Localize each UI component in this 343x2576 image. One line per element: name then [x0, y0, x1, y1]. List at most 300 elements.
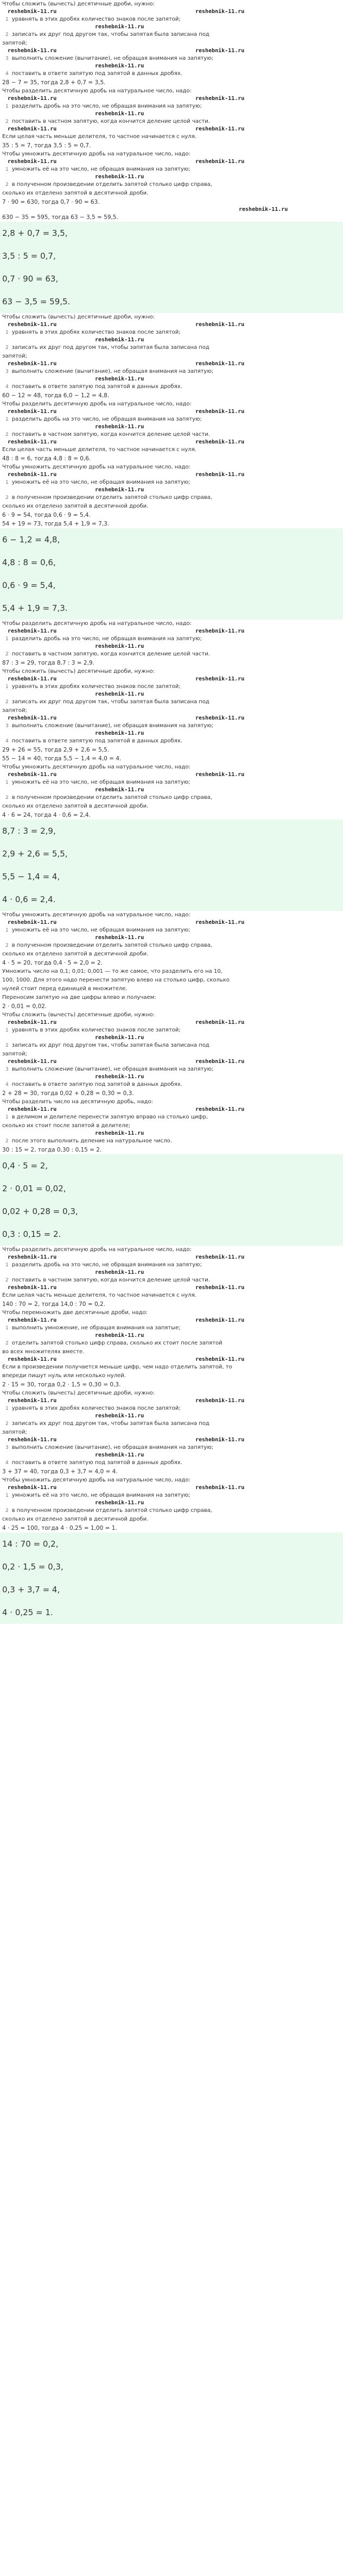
- watermark-text: reshebnik-11.ru: [8, 472, 57, 478]
- line-text: Чтобы разделить число на десятичную дробь, надо:: [2, 1099, 153, 1105]
- watermark-text: reshebnik-11.ru: [95, 691, 144, 697]
- watermark-row: [0, 322, 343, 328]
- line-text: Чтобы разделить десятичную дробь на натуральное число, надо:: [2, 401, 192, 407]
- line-text: 0,3 + 3,7 = 4,: [2, 1585, 60, 1595]
- line-text: Чтобы разделить десятичную дробь на натуральное число, надо:: [2, 621, 192, 627]
- rule-step: [0, 415, 343, 424]
- watermark-text: reshebnik-11.ru: [8, 96, 57, 102]
- watermark-text: reshebnik-11.ru: [8, 361, 57, 367]
- watermark-text: reshebnik-11.ru: [8, 126, 57, 132]
- watermark-text: reshebnik-11.ru: [8, 1020, 57, 1026]
- watermark-row: [0, 935, 343, 941]
- step-number: 1: [5, 417, 9, 422]
- watermark-row: [0, 1413, 343, 1420]
- line-text: сколько их отделено запятой в десятичной дроби.: [2, 951, 149, 957]
- equation-line: [0, 511, 343, 520]
- watermark-text: reshebnik-11.ru: [8, 1254, 57, 1260]
- line-text: выполнить сложение (вычитание), не обращая внимания на запятую;: [11, 55, 214, 61]
- step-number: 2: [5, 182, 9, 187]
- watermark-row: [0, 487, 343, 493]
- line-text: 28 − 7 = 35, тогда 2,8 + 0,7 = 3,5.: [2, 79, 106, 86]
- rule-step: [0, 650, 343, 659]
- watermark-row: [0, 1270, 343, 1276]
- line-text: разделить дробь на это число, не обращая внимания на запятую;: [11, 416, 202, 422]
- watermark-text: reshebnik-11.ru: [195, 1398, 245, 1404]
- rule-step: [0, 1491, 343, 1500]
- line-text: Чтобы сложить (вычесть) десятичные дроби, нужно:: [2, 668, 155, 674]
- line-text: Переносим запятую на две цифры влево и получаем:: [2, 995, 156, 1001]
- watermark-text: reshebnik-11.ru: [8, 1485, 57, 1491]
- rule-step: [0, 1080, 343, 1089]
- line-text: Чтобы разделить десятичную дробь на натуральное число, надо:: [2, 1247, 192, 1253]
- line-text: выполнить сложение (вычитание), не обращая внимания на запятую;: [11, 1066, 214, 1072]
- rule-text: [0, 1515, 343, 1524]
- watermark-row: [0, 676, 343, 683]
- watermark-text: reshebnik-11.ru: [95, 24, 144, 30]
- line-text: отделить запятой столько цифр справа, сколько их стоит после запятой: [11, 1340, 223, 1346]
- watermark-row: [0, 787, 343, 793]
- line-text: сколько их стоит после запятой в делителе;: [2, 1123, 131, 1129]
- line-text: 3,5 : 5 = 0,7,: [2, 251, 56, 261]
- rule-text: [0, 967, 343, 976]
- line-text: 140 : 70 = 2, тогда 14,0 : 70 = 0,2.: [2, 1301, 105, 1308]
- step-number: 1: [5, 1406, 9, 1411]
- rule-text: [0, 1428, 343, 1437]
- watermark-row: [0, 24, 343, 30]
- rule-text: [0, 976, 343, 985]
- watermark-text: reshebnik-11.ru: [8, 1317, 57, 1323]
- line-text: записать их друг под другом так, чтобы запятая была записана под: [11, 345, 209, 351]
- watermark-text: reshebnik-11.ru: [8, 1356, 57, 1362]
- watermark-row: [0, 691, 343, 698]
- rule-text: [0, 1011, 343, 1020]
- line-text: 2 · 0,01 = 0,02,: [2, 1184, 66, 1193]
- line-text: 63 − 3,5 = 59,5.: [2, 297, 71, 307]
- line-text: 14 : 70 = 0,2,: [2, 1539, 59, 1549]
- rule-text: [0, 1363, 343, 1372]
- watermark-text: reshebnik-11.ru: [8, 920, 57, 926]
- line-text: сколько их отделено запятой в десятичной дроби.: [2, 190, 149, 196]
- watermark-text: reshebnik-11.ru: [95, 643, 144, 649]
- rule-step: [0, 1065, 343, 1074]
- answer-line: [0, 820, 343, 842]
- watermark-row: [0, 1106, 343, 1113]
- answer-line: [0, 290, 343, 313]
- answer-line: [0, 1154, 343, 1177]
- watermark-text: reshebnik-11.ru: [95, 1333, 144, 1339]
- rule-text: [0, 763, 343, 772]
- equation-line: [0, 959, 343, 967]
- line-text: умножить её на это число, не обращая внимания на запятую;: [11, 927, 190, 933]
- equation-line: [0, 811, 343, 820]
- step-number: 1: [5, 780, 9, 785]
- watermark-text: reshebnik-11.ru: [8, 409, 57, 415]
- watermark-row: [0, 159, 343, 165]
- line-text: умножить её на это число, не обращая внимания на запятую;: [11, 779, 190, 785]
- watermark-text: reshebnik-11.ru: [195, 1485, 245, 1491]
- watermark-row: [0, 715, 343, 722]
- rule-text: [0, 0, 343, 9]
- rule-step: [0, 778, 343, 787]
- watermark-text: reshebnik-11.ru: [195, 1106, 245, 1112]
- line-text: 60 − 12 = 48, тогда 6,0 − 1,2 = 4,8.: [2, 392, 110, 399]
- line-text: выполнить умножение, не обращая внимания на запятые;: [11, 1325, 181, 1331]
- line-text: Чтобы сложить (вычесть) десятичные дроби, нужно:: [2, 1, 155, 7]
- line-text: уравнять в этих дробях количество знаков после запятой;: [11, 16, 181, 22]
- rule-step: [0, 1443, 343, 1452]
- watermark-text: reshebnik-11.ru: [195, 322, 245, 328]
- rule-step: [0, 343, 343, 352]
- watermark-text: reshebnik-11.ru: [95, 1074, 144, 1080]
- line-text: 55 − 14 = 40, тогда 5,5 − 1,4 = 4,0 = 4.: [2, 755, 122, 762]
- equation-line: [0, 1467, 343, 1476]
- line-text: 0,02 + 0,28 = 0,3,: [2, 1206, 78, 1216]
- rule-text: [0, 620, 343, 628]
- rule-text: [0, 950, 343, 959]
- step-number: 2: [5, 495, 9, 501]
- rule-text: [0, 1348, 343, 1356]
- watermark-text: reshebnik-11.ru: [8, 715, 57, 721]
- line-text: поставить в ответе запятую под запятой в данных дробях.: [11, 1460, 182, 1466]
- line-text: поставить в частном запятую, когда кончится деление целой части.: [11, 432, 210, 437]
- equation-line: [0, 1524, 343, 1533]
- line-text: 2 + 28 = 30, тогда 0,02 + 0,28 = 0,30 = 0,3.: [2, 1090, 134, 1097]
- line-text: поставить в частном запятую, когда кончится деление целой части.: [11, 651, 210, 657]
- equation-line: [0, 659, 343, 667]
- rule-text: [0, 1246, 343, 1254]
- watermark-row: [0, 1485, 343, 1491]
- watermark-text: reshebnik-11.ru: [195, 9, 245, 15]
- equation-line: [0, 746, 343, 754]
- step-number: 3: [5, 56, 9, 61]
- rule-step: [0, 430, 343, 439]
- watermark-row: [0, 1317, 343, 1324]
- line-text: Умножить число на 0,1; 0,01; 0,001 — то же самое, что разделить его на 10,: [2, 968, 223, 974]
- watermark-row: [0, 111, 343, 117]
- rule-step: [0, 1026, 343, 1035]
- watermark-text: reshebnik-11.ru: [195, 715, 245, 721]
- rule-text: [0, 1050, 343, 1059]
- step-number: 2: [5, 1139, 9, 1144]
- line-text: уравнять в этих дробях количество знаков после запятой;: [11, 1405, 181, 1411]
- watermark-text: reshebnik-11.ru: [195, 1285, 245, 1291]
- watermark-row: [0, 772, 343, 778]
- line-text: Чтобы перемножить две десятичные дроби, надо:: [2, 1310, 148, 1316]
- equation-line: [0, 1300, 343, 1309]
- step-number: 1: [5, 1262, 9, 1268]
- rule-step: [0, 1404, 343, 1413]
- watermark-text: reshebnik-11.ru: [195, 96, 245, 102]
- line-text: 6 − 1,2 = 4,8,: [2, 535, 60, 545]
- rule-step: [0, 478, 343, 487]
- line-text: 4 · 0,25 = 1.: [2, 1608, 53, 1617]
- answer-line: [0, 1555, 343, 1578]
- line-text: записать их друг под другом так, чтобы запятая была записана под: [11, 32, 209, 37]
- watermark-row: [0, 1074, 343, 1080]
- watermark-text: reshebnik-11.ru: [195, 472, 245, 478]
- line-text: Если целая часть меньше делителя, то частное начинается с нуля.: [2, 447, 196, 453]
- line-text: разделить дробь на это число, не обращая внимания на запятую;: [11, 103, 202, 109]
- answer-line: [0, 528, 343, 551]
- equation-line: [0, 520, 343, 528]
- line-text: выполнить сложение (вычитание), не обращая внимания на запятую;: [11, 368, 214, 374]
- watermark-row: [0, 409, 343, 415]
- step-number: 4: [5, 1460, 9, 1466]
- step-number: 2: [5, 1508, 9, 1514]
- rule-text: [0, 1476, 343, 1485]
- step-number: 2: [5, 1278, 9, 1283]
- line-text: запятой;: [2, 1051, 27, 1057]
- rule-step: [0, 1137, 343, 1146]
- watermark-text: reshebnik-11.ru: [95, 1452, 144, 1458]
- line-text: 6 · 9 = 54, тогда 0,6 · 9 = 5,4.: [2, 512, 91, 518]
- rule-text: [0, 39, 343, 48]
- rule-step: [0, 683, 343, 691]
- equation-line: [0, 1146, 343, 1154]
- line-text: в полученном произведении отделить запятой столько цифр справа,: [11, 1508, 212, 1514]
- line-text: 4 · 6 = 24, тогда 4 · 0,6 = 2,4.: [2, 812, 91, 818]
- line-text: Если целая часть меньше делителя, то частное начинается с нуля.: [2, 134, 196, 140]
- equation-line: [0, 1089, 343, 1098]
- watermark-text: reshebnik-11.ru: [195, 439, 245, 445]
- step-number: 1: [5, 1493, 9, 1498]
- watermark-text: reshebnik-11.ru: [8, 772, 57, 778]
- rule-step: [0, 1261, 343, 1270]
- watermark-text: reshebnik-11.ru: [8, 159, 57, 165]
- line-text: 2,9 + 2,6 = 5,5,: [2, 849, 68, 859]
- watermark-text: reshebnik-11.ru: [195, 1059, 245, 1065]
- rule-step: [0, 635, 343, 643]
- rule-text: [0, 400, 343, 409]
- watermark-text: reshebnik-11.ru: [95, 1270, 144, 1276]
- line-text: 48 : 8 = 6, тогда 4,8 : 8 = 0,6.: [2, 455, 91, 462]
- watermark-text: reshebnik-11.ru: [95, 935, 144, 941]
- watermark-text: reshebnik-11.ru: [195, 361, 245, 367]
- watermark-text: reshebnik-11.ru: [195, 920, 245, 926]
- line-text: 630 − 35 = 595, тогда 63 − 3,5 = 59,5.: [2, 214, 118, 221]
- rule-text: [0, 1291, 343, 1300]
- watermark-row: [0, 1500, 343, 1506]
- rule-text: [0, 150, 343, 159]
- rule-step: [0, 737, 343, 746]
- line-text: разделить дробь на это число, не обращая внимания на запятую;: [11, 1262, 202, 1268]
- watermark-row: [0, 628, 343, 635]
- watermark-row: [0, 337, 343, 343]
- step-number: 3: [5, 1445, 9, 1450]
- line-text: сколько их отделено запятой в десятичной дроби.: [2, 1516, 149, 1522]
- line-text: 29 + 26 = 55, тогда 2,9 + 2,6 = 5,5.: [2, 747, 110, 753]
- line-text: поставить в частном запятую, когда кончится деление целой части.: [11, 118, 210, 124]
- step-number: 1: [5, 1325, 9, 1331]
- step-number: 4: [5, 71, 9, 77]
- rule-step: [0, 941, 343, 950]
- step-number: 2: [5, 119, 9, 124]
- watermark-row: [0, 1356, 343, 1363]
- watermark-text: reshebnik-11.ru: [195, 1437, 245, 1443]
- watermark-text: reshebnik-11.ru: [195, 1020, 245, 1026]
- watermark-text: reshebnik-11.ru: [95, 787, 144, 793]
- watermark-text: reshebnik-11.ru: [8, 48, 57, 54]
- step-number: 1: [5, 1028, 9, 1033]
- rule-step: [0, 30, 343, 39]
- answer-line: [0, 1177, 343, 1200]
- line-text: Чтобы сложить (вычесть) десятичные дроби, нужно:: [2, 314, 155, 320]
- watermark-text: reshebnik-11.ru: [195, 676, 245, 682]
- rule-text: [0, 802, 343, 811]
- watermark-row: [0, 361, 343, 367]
- rule-text: [0, 502, 343, 511]
- answer-line: [0, 1601, 343, 1624]
- step-number: 1: [5, 636, 9, 642]
- line-text: 54 + 19 = 73, тогда 5,4 + 1,9 = 7,3.: [2, 521, 110, 527]
- watermark-row: [0, 424, 343, 430]
- step-number: 4: [5, 739, 9, 744]
- step-number: 2: [5, 345, 9, 351]
- line-text: 87 : 3 = 29, тогда 8,7 : 3 = 2,9.: [2, 660, 94, 666]
- line-text: 4 · 5 = 20, тогда 0,4 · 5 = 2,0 = 2.: [2, 960, 103, 966]
- watermark-text: reshebnik-11.ru: [195, 126, 245, 132]
- watermark-row: [0, 920, 343, 926]
- rule-step: [0, 383, 343, 391]
- step-number: 1: [5, 104, 9, 109]
- watermark-text: reshebnik-11.ru: [195, 1317, 245, 1323]
- rule-step: [0, 1506, 343, 1515]
- line-text: 0,2 · 1,5 = 0,3,: [2, 1562, 63, 1572]
- answer-line: [0, 597, 343, 620]
- rule-step: [0, 1459, 343, 1467]
- line-text: в полученном произведении отделить запятой столько цифр справа,: [11, 182, 212, 187]
- line-text: во всех множителях вместе.: [2, 1349, 85, 1355]
- rule-step: [0, 722, 343, 730]
- step-number: 1: [5, 684, 9, 690]
- answer-line: [0, 1533, 343, 1555]
- equation-line: [0, 141, 343, 150]
- watermark-text: reshebnik-11.ru: [95, 174, 144, 180]
- rule-step: [0, 1324, 343, 1333]
- line-text: поставить в ответе запятую под запятой в данных дробях.: [11, 384, 182, 390]
- answer-line: [0, 222, 343, 245]
- line-text: запятой;: [2, 1429, 27, 1435]
- line-text: 4 · 0,6 = 2,4.: [2, 895, 56, 904]
- watermark-text: reshebnik-11.ru: [95, 424, 144, 430]
- watermark-row: [0, 9, 343, 15]
- line-text: записать их друг под другом так, чтобы запятая была записана под: [11, 699, 209, 705]
- watermark-row: [0, 1035, 343, 1041]
- line-text: в полученном произведении отделить запятой столько цифр справа,: [11, 495, 212, 501]
- step-number: 2: [5, 1043, 9, 1048]
- watermark-row: [0, 1020, 343, 1026]
- line-text: 0,4 · 5 = 2,: [2, 1161, 48, 1171]
- line-text: уравнять в этих дробях количество знаков после запятой;: [11, 1027, 181, 1033]
- step-number: 1: [5, 17, 9, 22]
- watermark-text: reshebnik-11.ru: [8, 676, 57, 682]
- equation-line: [0, 754, 343, 763]
- line-text: Чтобы сложить (вычесть) десятичные дроби, нужно:: [2, 1390, 155, 1396]
- watermark-text: reshebnik-11.ru: [8, 439, 57, 445]
- line-text: 0,6 · 9 = 5,4,: [2, 580, 56, 590]
- rule-step: [0, 1339, 343, 1348]
- equation-line: [0, 213, 343, 222]
- line-text: 100, 1000. Для этого надо перенести запятую влево на столько цифр, сколько: [2, 977, 230, 983]
- line-text: умножить её на это число, не обращая внимания на запятую;: [11, 1492, 190, 1498]
- line-text: записать их друг под другом так, чтобы запятая была записана под: [11, 1421, 209, 1427]
- line-text: 5,5 − 1,4 = 4,: [2, 872, 60, 881]
- answer-line: [0, 1200, 343, 1223]
- line-text: поставить в частном запятую, когда кончится деление целой части.: [11, 1277, 210, 1283]
- line-text: Чтобы сложить (вычесть) десятичные дроби, нужно:: [2, 1012, 155, 1018]
- equation-line: [0, 454, 343, 463]
- rule-step: [0, 328, 343, 337]
- watermark-text: reshebnik-11.ru: [8, 1059, 57, 1065]
- rule-text: [0, 1372, 343, 1380]
- watermark-text: reshebnik-11.ru: [95, 63, 144, 69]
- line-text: сколько их отделено запятой в десятичной дроби.: [2, 803, 149, 809]
- rule-step: [0, 698, 343, 706]
- line-text: выполнить сложение (вычитание), не обращая внимания на запятую;: [11, 723, 214, 729]
- watermark-text: reshebnik-11.ru: [195, 1254, 245, 1260]
- line-text: 4 · 25 = 100, тогда 4 · 0,25 = 1,00 = 1.: [2, 1525, 117, 1531]
- watermark-row: [0, 439, 343, 446]
- answer-line: [0, 1223, 343, 1246]
- watermark-row: [0, 96, 343, 102]
- line-text: 30 : 15 = 2, тогда 0,30 : 0,15 = 2.: [2, 1147, 102, 1153]
- line-text: в полученном произведении отделить запятой столько цифр справа,: [11, 795, 212, 801]
- step-number: 2: [5, 1421, 9, 1427]
- rule-step: [0, 1276, 343, 1285]
- rule-text: [0, 993, 343, 1002]
- answer-line: [0, 1578, 343, 1601]
- line-text: разделить дробь на это число, не обращая внимания на запятую;: [11, 636, 202, 642]
- watermark-row: [0, 174, 343, 180]
- rule-text: [0, 667, 343, 676]
- watermark-text: reshebnik-11.ru: [8, 1437, 57, 1443]
- step-number: 1: [5, 330, 9, 335]
- line-text: Чтобы умножить десятичную дробь на натуральное число, надо:: [2, 151, 190, 157]
- line-text: 5,4 + 1,9 = 7,3.: [2, 603, 68, 613]
- rule-step: [0, 493, 343, 502]
- answer-line: [0, 551, 343, 574]
- line-text: записать их друг под другом так, чтобы запятая была записана под: [11, 1042, 209, 1048]
- rule-text: [0, 313, 343, 322]
- rule-step: [0, 70, 343, 78]
- watermark-text: reshebnik-11.ru: [195, 159, 245, 165]
- line-text: умножить её на это число, не обращая внимания на запятую;: [11, 166, 190, 172]
- equation-line: [0, 1002, 343, 1011]
- rule-text: [0, 1389, 343, 1398]
- equation-line: [0, 198, 343, 207]
- line-text: 4,8 : 8 = 0,6,: [2, 558, 56, 567]
- watermark-text: reshebnik-11.ru: [195, 772, 245, 778]
- line-text: 35 : 5 = 7, тогда 3,5 : 5 = 0,7.: [2, 142, 91, 149]
- rule-text: [0, 352, 343, 361]
- watermark-text: reshebnik-11.ru: [8, 322, 57, 328]
- answer-line: [0, 574, 343, 597]
- line-text: 7 · 90 = 630, тогда 0,7 · 90 = 63.: [2, 199, 100, 205]
- step-number: 4: [5, 1082, 9, 1087]
- answer-line: [0, 865, 343, 888]
- line-text: 0,3 : 0,15 = 2.: [2, 1229, 61, 1239]
- rule-text: [0, 463, 343, 472]
- watermark-text: reshebnik-11.ru: [8, 1106, 57, 1112]
- watermark-row: [0, 376, 343, 383]
- line-text: в полученном произведении отделить запятой столько цифр справа,: [11, 942, 212, 948]
- rule-step: [0, 1113, 343, 1122]
- step-number: 2: [5, 432, 9, 437]
- step-number: 1: [5, 480, 9, 485]
- watermark-row: [0, 1059, 343, 1065]
- answer-line: [0, 888, 343, 911]
- line-text: запятой;: [2, 40, 27, 46]
